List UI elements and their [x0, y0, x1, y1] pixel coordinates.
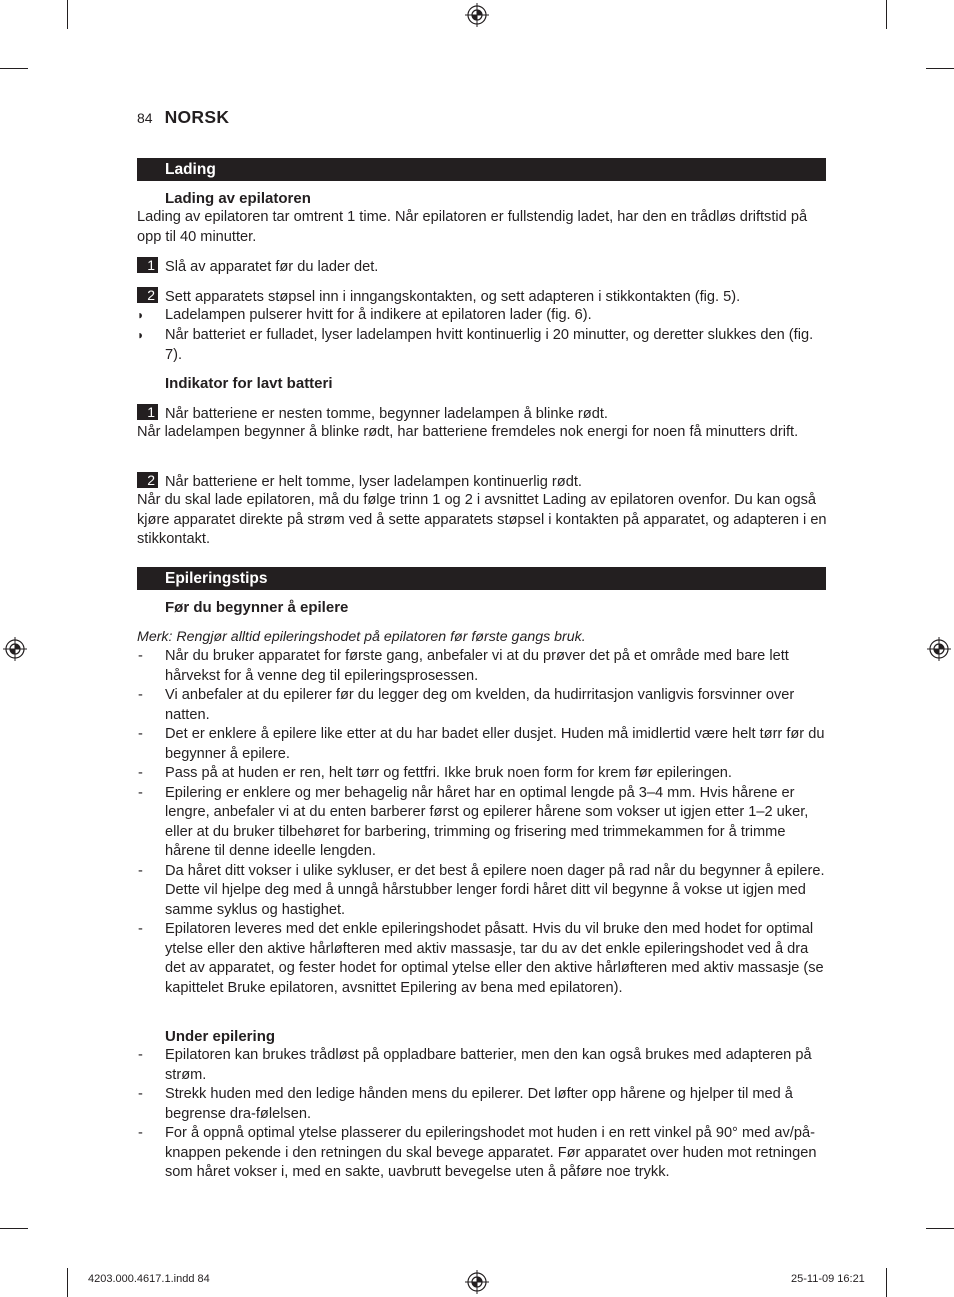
list-item: - Epilatoren kan brukes trådløst på oppladbare batterier, men den kan også brukes med adapteren på strøm.	[138, 1047, 812, 1083]
list-item: - Det er enklere å epilere like etter at du har badet eller dusjet. Huden må imidlertid være helt tørr før du begynner å epilere.	[138, 726, 825, 762]
crop-mark	[886, 0, 887, 29]
before-epilating-list	[137, 647, 829, 998]
page-header	[137, 108, 229, 130]
page-number: 84	[137, 110, 153, 126]
bullet-text: Ladelampen pulserer hvitt for å indikere at epilatoren lader (fig. 6).	[165, 307, 592, 323]
step-number: 2	[137, 472, 158, 488]
charging-bullet-1	[137, 306, 829, 326]
subheading-before-epilating: Før du begynner å epilere	[165, 599, 349, 616]
subheading-charging: Lading av epilatoren	[165, 190, 311, 207]
subheading-low-battery: Indikator for lavt batteri	[165, 375, 333, 392]
crop-mark	[67, 1268, 68, 1297]
step-text: Når batteriene er nesten tomme, begynner ladelampen å blinke rødt.	[165, 406, 608, 422]
step-text: Slå av apparatet før du lader det.	[165, 259, 379, 275]
footer-file-name: 4203.000.4617.1.indd 84	[88, 1273, 210, 1285]
list-item: - Pass på at huden er ren, helt tørr og fettfri. Ikke bruk noen form for krem før epileringen.	[138, 765, 732, 781]
list-item: - Epilering er enklere og mer behagelig når håret har en optimal lengde på 3–4 mm. Hvis hårene er lengre, anbefaler vi at du enten barberer først og epilerer hårene som vokser ut igjen etter 1–2 uker, eller at du bruker tilbehøret for barbering, trimming og frisering med trimmekammen for å trimme hårene til denne ideelle lengden.	[138, 784, 809, 859]
crop-mark	[886, 1268, 887, 1297]
low-battery-note-1: Når ladelampen begynner å blinke rødt, har batteriene fremdeles nok energi for noen få minutters drift.	[137, 424, 799, 440]
charging-bullet-2	[137, 326, 829, 365]
list-item: - Når du bruker apparatet for første gang, anbefaler vi at du prøver det på et område med bare lett hårvekst for å venne deg til epileringsprosessen.	[138, 648, 789, 684]
crop-mark	[0, 1228, 28, 1229]
list-item: - Epilatoren leveres med det enkle epileringshodet påsatt. Hvis du vil bruke den med hodet for optimal ytelse eller den aktive hårløfteren med aktiv massasje, tar du av det enkle epileringshodet ved å dra det av apparatet, og fester hodet for optimal ytelse eller den aktive hårløfteren med aktiv massasje (se kapittelet Bruke epilatoren, avsnittet Epilering av bena med epilatoren).	[138, 921, 824, 996]
registration-mark-icon	[465, 3, 489, 27]
bullet-text: Når batteriet er fulladet, lyser ladelampen hvitt kontinuerlig i 20 minutter, og deretter slukkes den (fig. 7).	[165, 327, 814, 363]
step-text: Sett apparatets støpsel inn i inngangskontakten, og sett adapteren i stikkontakten (fig. 5).	[165, 289, 741, 305]
charging-step-1	[137, 257, 829, 278]
step-text: Når batteriene er helt tomme, lyser ladelampen kontinuerlig rødt.	[165, 474, 582, 490]
charging-intro: Lading av epilatoren tar omtrent 1 time. Når epilatoren er fullstendig ladet, har den en trådløs driftstid på opp til 40 minutter.	[137, 209, 808, 245]
list-item: - Da håret ditt vokser i ulike sykluser, er det best å epilere noen dager på rad når du begynner å epilere. Dette vil hjelpe deg med å unngå hårstubber lenger fordi håret ditt vil begynne å vokse ut igjen med samme syklus og hastighet.	[138, 862, 825, 918]
crop-mark	[67, 0, 68, 29]
section-title-lading: Lading	[137, 158, 826, 181]
crop-mark	[0, 68, 28, 69]
step-number: 1	[137, 404, 158, 420]
list-item: - For å oppnå optimal ytelse plasserer du epileringshodet mot huden i en rett vinkel på 90° med av/på-knappen pekende i den retningen du skal bevege apparatet. Før apparatet over huden mot retningen som håret vokser i, med en sakte, uavbrutt bevegelse uten å påføre noe trykk.	[138, 1125, 817, 1180]
crop-mark	[926, 1228, 954, 1229]
step-number: 2	[137, 287, 158, 303]
list-item: - Vi anbefaler at du epilerer før du legger deg om kvelden, da hudirritasjon vanligvis forsvinner over natten.	[138, 687, 795, 723]
bullet-icon: ◗	[137, 308, 145, 322]
registration-mark-icon	[3, 637, 27, 661]
step-number: 1	[137, 257, 158, 273]
footer-date: 25-11-09 16:21	[791, 1273, 865, 1285]
page-language: NORSK	[164, 107, 230, 127]
charging-step-2	[137, 287, 829, 308]
low-battery-note-2: Når du skal lade epilatoren, må du følge trinn 1 og 2 i avsnittet Lading av epilatoren ovenfor. Du kan også kjøre apparatet direkte på strøm ved å sette apparatets støpsel i kontakten på apparatet, og adapteren i en stikkontakt.	[137, 492, 827, 547]
crop-mark	[926, 68, 954, 69]
registration-mark-icon	[927, 637, 951, 661]
section-title-epilation-tips: Epileringstips	[137, 567, 826, 590]
registration-mark-icon	[465, 1270, 489, 1294]
during-epilation-list	[137, 1046, 829, 1183]
subheading-during-epilation: Under epilering	[165, 1028, 276, 1045]
list-item: - Strekk huden med den ledige hånden mens du epilerer. Det løfter opp hårene og hjelper til med å begrense dra-følelsen.	[138, 1086, 793, 1122]
bullet-icon: ◗	[137, 328, 145, 342]
low-battery-step-1	[137, 404, 829, 425]
note-text: Merk: Rengjør alltid epileringshodet på epilatoren før første gangs bruk.	[137, 629, 586, 645]
low-battery-step-2	[137, 472, 829, 493]
